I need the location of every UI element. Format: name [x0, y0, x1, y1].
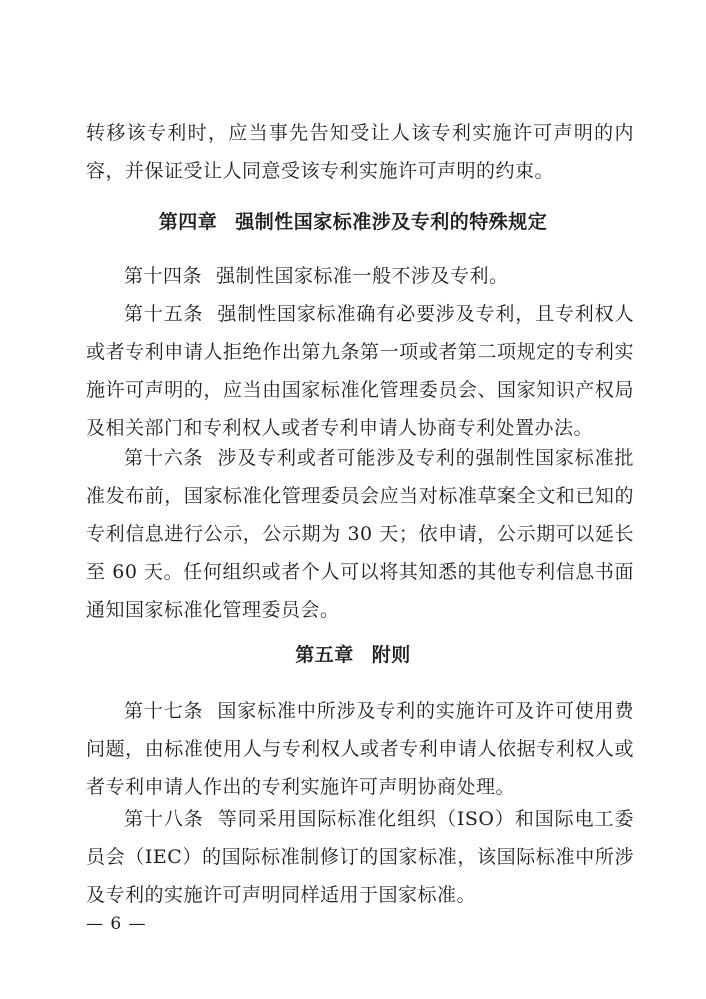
continuation-text: 转移该专利时，应当事先告知受让人该专利实施许可声明的内容，并保证受让人同意受该专利实施许可声明的约束。	[86, 122, 634, 182]
article-16-number: 第十六条	[124, 447, 204, 469]
article-17	[86, 692, 634, 806]
article-14	[86, 257, 634, 295]
continuation-paragraph	[86, 114, 634, 190]
article-16	[86, 439, 634, 629]
article-16-text: 涉及专利或者可能涉及专利的强制性国家标准批准发布前，国家标准化管理委员会应当对标准草案全文和已知的专利信息进行公示，公示期为 30 天；依申请，公示期可以延长至 60 天。任何组织或者个人可以将其知悉的其他专利信息书面通知国家标准化管理委员会。	[86, 447, 634, 621]
chapter-4-number: 第四章	[158, 211, 218, 233]
article-17-number: 第十七条	[124, 700, 204, 722]
page-number: — 6 —	[86, 914, 147, 934]
article-15-text: 强制性国家标准确有必要涉及专利，且专利权人或者专利申请人拒绝作出第九条第一项或者第二项规定的专利实施许可声明的，应当由国家标准化管理委员会、国家知识产权局及相关部门和专利权人或者专利申请人协商专利处置办法。	[86, 303, 634, 439]
article-18-number: 第十八条	[124, 808, 204, 830]
article-15	[86, 295, 634, 447]
article-18-text: 等同采用国际标准化组织（ISO）和国际电工委员会（IEC）的国际标准制修订的国家标准，该国际标准中所涉及专利的实施许可声明同样适用于国家标准。	[86, 808, 634, 906]
chapter-5-number: 第五章	[295, 644, 354, 666]
chapter-5-heading	[0, 640, 706, 667]
article-15-number: 第十五条	[124, 303, 204, 325]
article-14-number: 第十四条	[124, 265, 203, 287]
article-17-text: 国家标准中所涉及专利的实施许可及许可使用费问题，由标准使用人与专利权人或者专利申请人依据专利权人或者专利申请人作出的专利实施许可声明协商处理。	[86, 700, 634, 798]
chapter-5-title: 附则	[371, 644, 411, 666]
article-14-text: 强制性国家标准一般不涉及专利。	[216, 265, 509, 287]
chapter-4-title: 强制性国家标准涉及专利的特殊规定	[235, 211, 548, 233]
article-18	[86, 800, 634, 914]
chapter-4-heading	[0, 207, 706, 234]
